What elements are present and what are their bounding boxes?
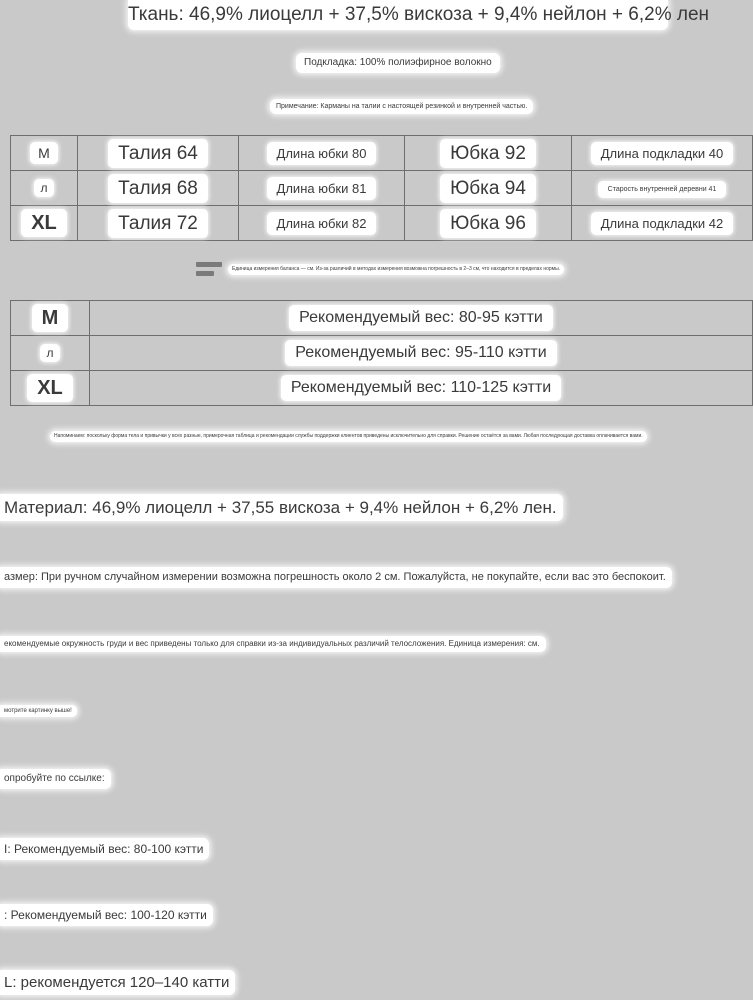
waist-cell: Талия 64 xyxy=(108,139,208,168)
table-row xyxy=(11,206,753,241)
brand-logo-icon xyxy=(196,262,222,276)
size-table xyxy=(10,135,753,241)
waist-cell: Талия 72 xyxy=(108,209,208,238)
size-label: M xyxy=(30,142,58,164)
waist-cell: Талия 68 xyxy=(108,174,208,203)
size-label: XL xyxy=(27,374,73,402)
l-weight-line: : Рекомендуемый вес: 100-120 кэтти xyxy=(0,904,213,926)
weight-table xyxy=(10,300,753,406)
skirt-cell: Юбка 94 xyxy=(440,174,536,203)
lining-length-cell: Длина подкладки 40 xyxy=(591,142,734,165)
table-row xyxy=(11,371,753,406)
xl-weight-line: L: рекомендуется 120–140 катти xyxy=(0,970,235,995)
material-line: Материал: 46,9% лиоцелл + 37,55 вискоза + 9,4% нейлон + 6,2% лен. xyxy=(0,494,563,521)
size-label: л xyxy=(40,344,59,362)
size-error-line: азмер: При ручном случайном измерении возможна погрешность около 2 см. Пожалуйста, не покупайте, если вас это беспокоит. xyxy=(0,567,672,588)
see-picture-line: мотрите картинку выше! xyxy=(0,705,77,717)
skirt-cell: Юбка 96 xyxy=(440,209,536,238)
reference-line: екомендуемые окружность груди и вес приведены только для справки из-за индивидуальных различий телосложения. Единица измерения: см. xyxy=(0,636,546,652)
reminder-note: Напоминаем: поскольку форма тела и привычки у всех разные, примерочная таблица и рекомендации службы поддержки клиентов приведены исключительно для справки. Решение остаётся за вами. Любая последующая доставка оплачивается вами. xyxy=(50,431,647,442)
weight-cell: Рекомендуемый вес: 95-110 кэтти xyxy=(285,340,556,366)
skirt-length-cell: Длина юбки 82 xyxy=(267,212,377,235)
lining-length-cell: Старость внутренней деревни 41 xyxy=(598,181,727,198)
skirt-cell: Юбка 92 xyxy=(440,139,536,168)
table-row xyxy=(11,336,753,371)
table-row xyxy=(11,136,753,171)
lining-info: Подкладка: 100% полиэфирное волокно xyxy=(296,53,500,73)
size-label: л xyxy=(34,179,53,197)
lining-length-cell: Длина подкладки 42 xyxy=(591,212,734,235)
m-weight-line: I: Рекомендуемый вес: 80-100 кэтти xyxy=(0,838,209,860)
weight-cell: Рекомендуемый вес: 80-95 кэтти xyxy=(289,305,553,331)
try-link-line: опробуйте по ссылке: xyxy=(0,769,111,789)
measurement-note: Единица измерения баланса — см. Из-за различий в методах измерения возможна погрешность в 2–3 см, что находится в пределах нормы. xyxy=(228,264,564,275)
size-label: M xyxy=(32,304,69,332)
weight-cell: Рекомендуемый вес: 110-125 кэтти xyxy=(281,375,561,401)
skirt-length-cell: Длина юбки 81 xyxy=(267,177,377,200)
skirt-length-cell: Длина юбки 80 xyxy=(267,142,377,165)
fabric-composition: Ткань: 46,9% лиоцелл + 37,5% вискоза + 9,4% нейлон + 6,2% лен xyxy=(128,0,668,30)
table-row xyxy=(11,301,753,336)
table-row xyxy=(11,171,753,206)
pocket-note: Примечание: Карманы на талии с настоящей резинкой и внутренней частью. xyxy=(270,99,533,114)
size-label: XL xyxy=(21,209,67,237)
